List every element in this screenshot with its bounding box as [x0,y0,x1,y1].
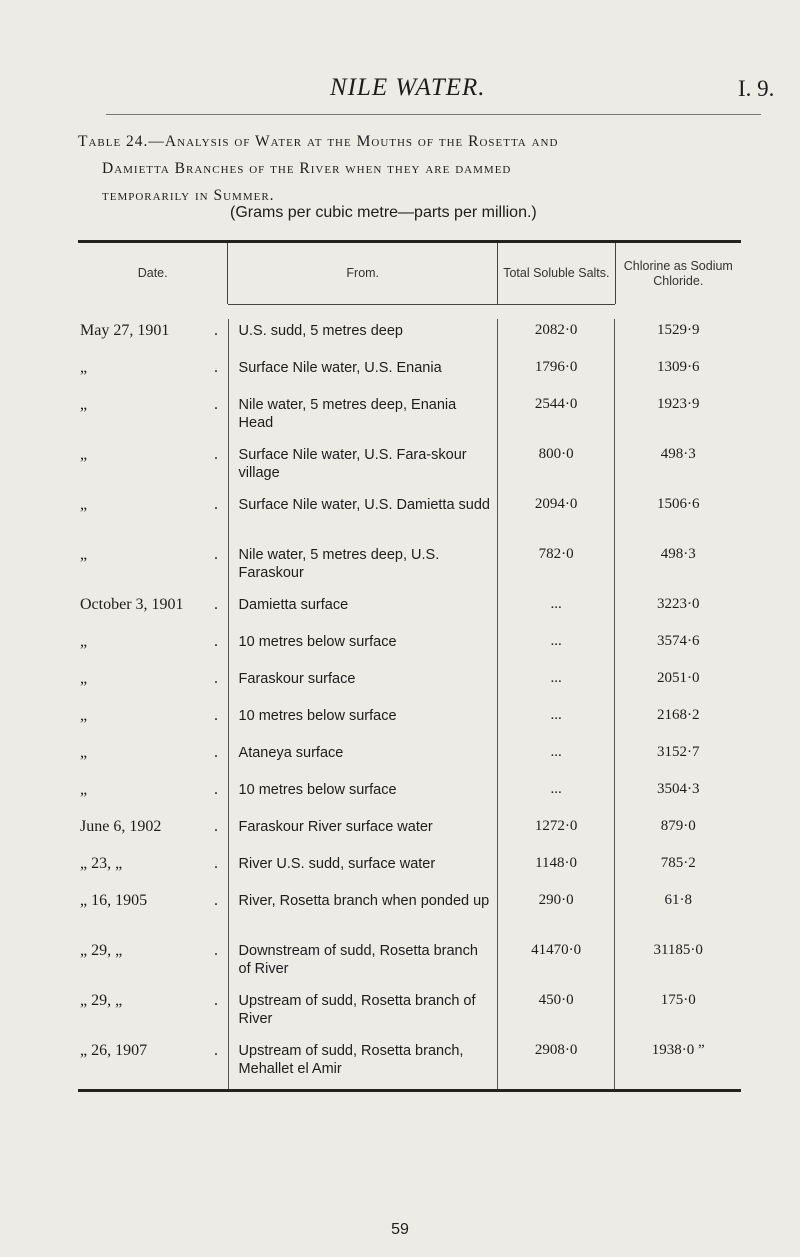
cell-total-soluble-salts: ... [497,630,615,667]
leader-dot: . [214,818,218,835]
cell-date [78,989,228,1039]
cell-total-soluble-salts: 782·0 [497,543,615,593]
header-chlorine: Chlorine as Sodium Chloride. [615,243,741,304]
table-row [78,319,741,356]
date-text: „ [80,707,88,724]
table-bottom-rule [78,1089,741,1092]
leader-dot: . [214,1042,218,1059]
cell-chlorine: 175·0 [614,989,741,1039]
cell-total-soluble-salts: 2094·0 [497,493,615,543]
date-text: „ 29, „ [80,942,123,959]
cell-from: Nile water, 5 metres deep, U.S. Faraskour [228,543,497,593]
cell-from: Surface Nile water, U.S. Fara-skour village [228,443,497,493]
table-row [78,852,741,889]
cell-from: 10 metres below surface [228,778,497,815]
table-caption [78,128,738,209]
table-row [78,704,741,741]
cell-total-soluble-salts: 800·0 [497,443,615,493]
date-text: „ [80,359,88,376]
cell-from: Ataneya surface [228,741,497,778]
table-row [78,543,741,593]
table-row [78,1039,741,1089]
cell-date [78,704,228,741]
header-total-soluble-salts: Total Soluble Salts. [497,243,614,304]
caption-line-3: temporarily in Summer. [102,187,275,204]
date-text: May 27, 1901 [80,322,170,339]
cell-chlorine: 785·2 [614,852,741,889]
table-row [78,356,741,393]
leader-dot: . [214,322,218,339]
running-title: NILE WATER. [330,74,486,101]
cell-total-soluble-salts: 1148·0 [497,852,615,889]
cell-chlorine: 2051·0 [614,667,741,704]
cell-chlorine: 3574·6 [614,630,741,667]
cell-from: Faraskour surface [228,667,497,704]
cell-chlorine: 1309·6 [614,356,741,393]
leader-dot: . [214,546,218,563]
table-row [78,630,741,667]
table-row [78,989,741,1039]
cell-from: Upstream of sudd, Rosetta branch of River [228,989,497,1039]
cell-chlorine: 3504·3 [614,778,741,815]
header-date: Date. [137,266,168,280]
cell-date [78,889,228,939]
leader-dot: . [214,855,218,872]
cell-chlorine: 498·3 [614,443,741,493]
cell-total-soluble-salts: 1272·0 [497,815,615,852]
cell-from: Surface Nile water, U.S. Enania [228,356,497,393]
cell-total-soluble-salts: ... [497,593,615,630]
cell-date [78,778,228,815]
cell-total-soluble-salts: ... [497,741,615,778]
date-text: „ [80,633,88,650]
table-row [78,443,741,493]
table-row [78,393,741,443]
cell-total-soluble-salts: 1796·0 [497,356,615,393]
leader-dot: . [214,942,218,959]
leader-dot: . [214,496,218,513]
table-row [78,667,741,704]
cell-chlorine: 1506·6 [614,493,741,543]
cell-date [78,356,228,393]
cell-chlorine: 1938·0 ” [614,1039,741,1089]
cell-total-soluble-salts: ... [497,667,615,704]
cell-from: 10 metres below surface [228,630,497,667]
date-text: „ [80,744,88,761]
cell-from: Nile water, 5 metres deep, Enania Head [228,393,497,443]
page-number: 59 [391,1221,409,1238]
date-text: „ [80,496,88,513]
date-text: „ 16, 1905 [80,892,148,909]
cell-date [78,667,228,704]
cell-date [78,319,228,356]
table-row [78,593,741,630]
cell-total-soluble-salts: 2908·0 [497,1039,615,1089]
cell-chlorine: 3152·7 [614,741,741,778]
units-note: (Grams per cubic metre—parts per million.) [230,204,537,221]
cell-date [78,630,228,667]
cell-total-soluble-salts: 450·0 [497,989,615,1039]
cell-total-soluble-salts: 290·0 [497,889,615,939]
cell-from: River U.S. sudd, surface water [228,852,497,889]
leader-dot: . [214,446,218,463]
table-row [78,939,741,989]
cell-date [78,939,228,989]
cell-from: River, Rosetta branch when ponded up [228,889,497,939]
leader-dot: . [214,359,218,376]
date-text: „ [80,396,88,413]
date-text: „ [80,670,88,687]
cell-from: Upstream of sudd, Rosetta branch, Mehallet el Amir [228,1039,497,1089]
cell-date [78,815,228,852]
analysis-table [78,240,741,1092]
cell-chlorine: 2168·2 [614,704,741,741]
cell-from: Surface Nile water, U.S. Damietta sudd [228,493,497,543]
cell-from: U.S. sudd, 5 metres deep [228,319,497,356]
leader-dot: . [214,633,218,650]
table-row [78,493,741,543]
cell-total-soluble-salts: ... [497,778,615,815]
date-text: „ [80,446,88,463]
date-text: October 3, 1901 [80,596,184,613]
cell-chlorine: 1529·9 [614,319,741,356]
cell-chlorine: 31185·0 [614,939,741,989]
date-text: „ [80,546,88,563]
cell-from: Downstream of sudd, Rosetta branch of River [228,939,497,989]
cell-total-soluble-salts: 41470·0 [497,939,615,989]
cell-chlorine: 3223·0 [614,593,741,630]
cell-chlorine: 61·8 [614,889,741,939]
cell-chlorine: 498·3 [614,543,741,593]
leader-dot: . [214,670,218,687]
date-text: June 6, 1902 [80,818,162,835]
running-head [0,74,800,108]
page-reference: I. 9. [738,76,775,101]
caption-line-1: Table 24.—Analysis of Water at the Mouths of the Rosetta and [78,133,559,150]
cell-date [78,393,228,443]
leader-dot: . [214,992,218,1009]
date-text: „ 26, 1907 [80,1042,148,1059]
table-body [78,305,741,1089]
cell-date [78,1039,228,1089]
header-from: From. [227,243,497,304]
cell-total-soluble-salts: 2544·0 [497,393,615,443]
cell-date [78,443,228,493]
cell-date [78,852,228,889]
cell-chlorine: 1923·9 [614,393,741,443]
cell-date [78,593,228,630]
table-row [78,741,741,778]
leader-dot: . [214,744,218,761]
cell-from: Damietta surface [228,593,497,630]
header-rule [106,114,761,115]
cell-from: Faraskour River surface water [228,815,497,852]
table-row [78,889,741,939]
cell-date [78,493,228,543]
leader-dot: . [214,596,218,613]
leader-dot: . [214,781,218,798]
cell-total-soluble-salts: ... [497,704,615,741]
cell-from: 10 metres below surface [228,704,497,741]
leader-dot: . [214,892,218,909]
leader-dot: . [214,707,218,724]
cell-chlorine: 879·0 [614,815,741,852]
table-header [78,243,741,304]
date-text: „ 29, „ [80,992,123,1009]
cell-total-soluble-salts: 2082·0 [497,319,615,356]
leader-dot: . [214,396,218,413]
caption-line-2: Damietta Branches of the River when they are dammed [102,160,512,177]
table-row [78,815,741,852]
date-text: „ 23, „ [80,855,123,872]
table-row [78,778,741,815]
cell-date [78,543,228,593]
cell-date [78,741,228,778]
date-text: „ [80,781,88,798]
